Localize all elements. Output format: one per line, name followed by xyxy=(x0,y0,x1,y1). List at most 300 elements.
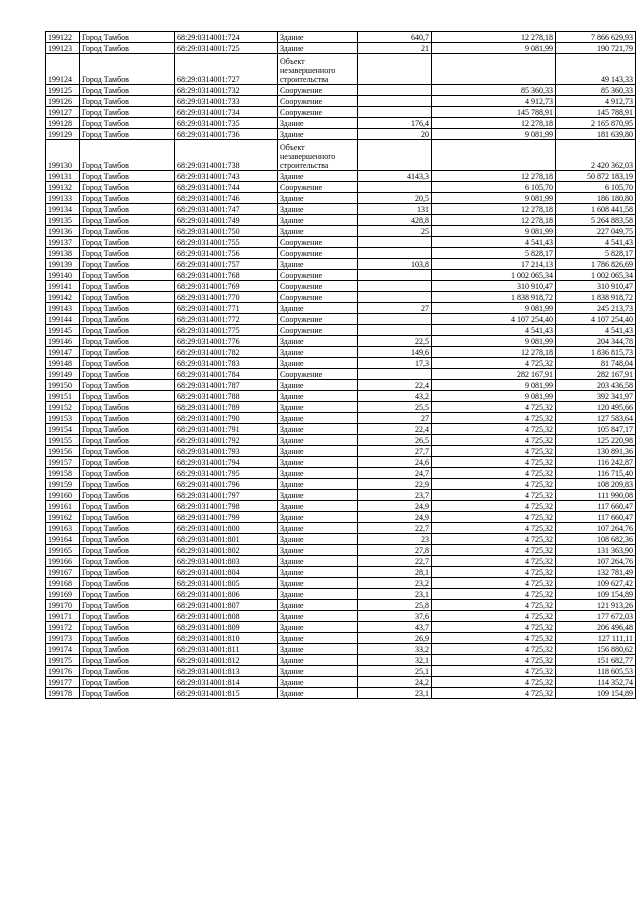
cadastral-value-cell: 127 583,64 xyxy=(556,413,636,424)
cadastral-value-cell: 392 341,97 xyxy=(556,391,636,402)
city-cell: Город Тамбов xyxy=(80,556,175,567)
cadastral-value-cell: 206 496,48 xyxy=(556,622,636,633)
area-cell: 23,1 xyxy=(358,589,432,600)
table-row xyxy=(46,380,636,391)
area-cell xyxy=(358,248,432,259)
table-row xyxy=(46,677,636,688)
area-cell xyxy=(358,270,432,281)
object-type-cell: Сооружение xyxy=(278,96,358,107)
city-cell: Город Тамбов xyxy=(80,314,175,325)
specific-value-cell: 4 725,32 xyxy=(432,567,556,578)
area-cell: 27,8 xyxy=(358,545,432,556)
object-type-cell: Здание xyxy=(278,193,358,204)
cadastral-number-cell: 68:29:0314001:776 xyxy=(175,336,278,347)
specific-value-cell: 4 725,32 xyxy=(432,655,556,666)
specific-value-cell: 4 725,32 xyxy=(432,578,556,589)
specific-value-cell: 5 828,17 xyxy=(432,248,556,259)
area-cell xyxy=(358,107,432,118)
city-cell: Город Тамбов xyxy=(80,523,175,534)
specific-value-cell: 4 725,32 xyxy=(432,358,556,369)
specific-value-cell: 12 278,18 xyxy=(432,347,556,358)
cadastral-value-cell: 120 495,66 xyxy=(556,402,636,413)
cadastral-number-cell: 68:29:0314001:815 xyxy=(175,688,278,699)
object-type-cell: Здание xyxy=(278,358,358,369)
row-number-cell: 199177 xyxy=(46,677,80,688)
object-type-cell: Здание xyxy=(278,523,358,534)
area-cell xyxy=(358,292,432,303)
cadastral-value-cell: 81 748,04 xyxy=(556,358,636,369)
cadastral-value-cell: 125 220,98 xyxy=(556,435,636,446)
object-type-cell: Здание xyxy=(278,402,358,413)
city-cell: Город Тамбов xyxy=(80,248,175,259)
city-cell: Город Тамбов xyxy=(80,413,175,424)
city-cell: Город Тамбов xyxy=(80,118,175,129)
object-type-cell: Здание xyxy=(278,435,358,446)
object-type-cell: Сооружение xyxy=(278,248,358,259)
area-cell: 640,7 xyxy=(358,32,432,43)
cadastral-number-cell: 68:29:0314001:732 xyxy=(175,85,278,96)
city-cell: Город Тамбов xyxy=(80,140,175,171)
cadastral-value-cell: 117 660,47 xyxy=(556,501,636,512)
table-row xyxy=(46,633,636,644)
cadastral-number-cell: 68:29:0314001:802 xyxy=(175,545,278,556)
city-cell: Город Тамбов xyxy=(80,129,175,140)
object-type-cell: Здание xyxy=(278,655,358,666)
area-cell xyxy=(358,54,432,85)
city-cell: Город Тамбов xyxy=(80,369,175,380)
table-row xyxy=(46,336,636,347)
area-cell: 28,1 xyxy=(358,567,432,578)
city-cell: Город Тамбов xyxy=(80,567,175,578)
cadastral-value-cell: 5 264 883,58 xyxy=(556,215,636,226)
city-cell: Город Тамбов xyxy=(80,43,175,54)
city-cell: Город Тамбов xyxy=(80,424,175,435)
specific-value-cell: 4 725,32 xyxy=(432,688,556,699)
city-cell: Город Тамбов xyxy=(80,391,175,402)
cadastral-number-cell: 68:29:0314001:771 xyxy=(175,303,278,314)
cadastral-value-cell: 151 682,77 xyxy=(556,655,636,666)
city-cell: Город Тамбов xyxy=(80,54,175,85)
cadastral-number-cell: 68:29:0314001:769 xyxy=(175,281,278,292)
area-cell: 4143,3 xyxy=(358,171,432,182)
table-row xyxy=(46,107,636,118)
object-type-cell: Здание xyxy=(278,479,358,490)
table-row xyxy=(46,193,636,204)
area-cell xyxy=(358,314,432,325)
area-cell: 17,3 xyxy=(358,358,432,369)
specific-value-cell: 4 725,32 xyxy=(432,611,556,622)
row-number-cell: 199160 xyxy=(46,490,80,501)
object-type-cell: Здание xyxy=(278,226,358,237)
object-type-cell: Сооружение xyxy=(278,182,358,193)
table-row xyxy=(46,347,636,358)
cadastral-number-cell: 68:29:0314001:791 xyxy=(175,424,278,435)
object-type-cell: Здание xyxy=(278,501,358,512)
cadastral-number-cell: 68:29:0314001:792 xyxy=(175,435,278,446)
table-row xyxy=(46,358,636,369)
object-type-cell: Здание xyxy=(278,413,358,424)
specific-value-cell xyxy=(432,140,556,171)
object-type-cell: Здание xyxy=(278,512,358,523)
object-type-cell: Сооружение xyxy=(278,292,358,303)
table-row xyxy=(46,237,636,248)
city-cell: Город Тамбов xyxy=(80,215,175,226)
cadastral-value-cell: 108 209,83 xyxy=(556,479,636,490)
specific-value-cell: 310 910,47 xyxy=(432,281,556,292)
cadastral-number-cell: 68:29:0314001:809 xyxy=(175,622,278,633)
cadastral-number-cell: 68:29:0314001:807 xyxy=(175,600,278,611)
cadastral-number-cell: 68:29:0314001:811 xyxy=(175,644,278,655)
area-cell: 43,2 xyxy=(358,391,432,402)
row-number-cell: 199129 xyxy=(46,129,80,140)
city-cell: Город Тамбов xyxy=(80,589,175,600)
table-row xyxy=(46,215,636,226)
cadastral-number-cell: 68:29:0314001:799 xyxy=(175,512,278,523)
object-type-cell: Объект незавершенного строительства xyxy=(278,140,358,171)
cadastral-value-cell: 114 352,74 xyxy=(556,677,636,688)
area-cell xyxy=(358,325,432,336)
specific-value-cell: 4 725,32 xyxy=(432,600,556,611)
cadastral-number-cell: 68:29:0314001:783 xyxy=(175,358,278,369)
city-cell: Город Тамбов xyxy=(80,204,175,215)
table-row xyxy=(46,600,636,611)
table-row xyxy=(46,171,636,182)
row-number-cell: 199131 xyxy=(46,171,80,182)
cadastral-value-cell: 7 866 629,93 xyxy=(556,32,636,43)
object-type-cell: Сооружение xyxy=(278,281,358,292)
table-row xyxy=(46,534,636,545)
specific-value-cell: 9 081,99 xyxy=(432,336,556,347)
row-number-cell: 199145 xyxy=(46,325,80,336)
area-cell: 25 xyxy=(358,226,432,237)
city-cell: Город Тамбов xyxy=(80,600,175,611)
city-cell: Город Тамбов xyxy=(80,655,175,666)
specific-value-cell: 145 788,91 xyxy=(432,107,556,118)
cadastral-value-cell: 245 213,73 xyxy=(556,303,636,314)
object-type-cell: Сооружение xyxy=(278,270,358,281)
row-number-cell: 199173 xyxy=(46,633,80,644)
cadastral-value-cell: 132 781,49 xyxy=(556,567,636,578)
area-cell: 22,7 xyxy=(358,523,432,534)
area-cell: 22,4 xyxy=(358,380,432,391)
table-row xyxy=(46,54,636,85)
cadastral-value-cell: 204 344,78 xyxy=(556,336,636,347)
object-type-cell: Здание xyxy=(278,545,358,556)
city-cell: Город Тамбов xyxy=(80,193,175,204)
specific-value-cell: 12 278,18 xyxy=(432,215,556,226)
cadastral-number-cell: 68:29:0314001:772 xyxy=(175,314,278,325)
row-number-cell: 199174 xyxy=(46,644,80,655)
city-cell: Город Тамбов xyxy=(80,325,175,336)
table-row xyxy=(46,666,636,677)
city-cell: Город Тамбов xyxy=(80,402,175,413)
object-type-cell: Здание xyxy=(278,259,358,270)
row-number-cell: 199169 xyxy=(46,589,80,600)
specific-value-cell: 4 725,32 xyxy=(432,479,556,490)
object-type-cell: Сооружение xyxy=(278,314,358,325)
specific-value-cell: 4 725,32 xyxy=(432,545,556,556)
row-number-cell: 199126 xyxy=(46,96,80,107)
specific-value-cell: 4 725,32 xyxy=(432,402,556,413)
cadastral-number-cell: 68:29:0314001:725 xyxy=(175,43,278,54)
cadastral-number-cell: 68:29:0314001:812 xyxy=(175,655,278,666)
cadastral-number-cell: 68:29:0314001:768 xyxy=(175,270,278,281)
table-row xyxy=(46,402,636,413)
row-number-cell: 199168 xyxy=(46,578,80,589)
city-cell: Город Тамбов xyxy=(80,512,175,523)
specific-value-cell: 9 081,99 xyxy=(432,226,556,237)
city-cell: Город Тамбов xyxy=(80,171,175,182)
area-cell: 23 xyxy=(358,534,432,545)
specific-value-cell: 4 725,32 xyxy=(432,457,556,468)
table-row xyxy=(46,622,636,633)
cadastral-value-cell: 310 910,47 xyxy=(556,281,636,292)
row-number-cell: 199146 xyxy=(46,336,80,347)
specific-value-cell: 12 278,18 xyxy=(432,204,556,215)
row-number-cell: 199170 xyxy=(46,600,80,611)
object-type-cell: Здание xyxy=(278,688,358,699)
city-cell: Город Тамбов xyxy=(80,457,175,468)
row-number-cell: 199141 xyxy=(46,281,80,292)
area-cell: 26,5 xyxy=(358,435,432,446)
row-number-cell: 199178 xyxy=(46,688,80,699)
row-number-cell: 199134 xyxy=(46,204,80,215)
cadastral-value-cell: 107 264,76 xyxy=(556,556,636,567)
cadastral-number-cell: 68:29:0314001:804 xyxy=(175,567,278,578)
cadastral-number-cell: 68:29:0314001:803 xyxy=(175,556,278,567)
specific-value-cell: 4 725,32 xyxy=(432,556,556,567)
specific-value-cell: 4 725,32 xyxy=(432,446,556,457)
row-number-cell: 199147 xyxy=(46,347,80,358)
row-number-cell: 199157 xyxy=(46,457,80,468)
specific-value-cell: 4 725,32 xyxy=(432,633,556,644)
cadastral-number-cell: 68:29:0314001:813 xyxy=(175,666,278,677)
table-row xyxy=(46,501,636,512)
city-cell: Город Тамбов xyxy=(80,666,175,677)
cadastral-value-cell: 6 105,70 xyxy=(556,182,636,193)
cadastral-number-cell: 68:29:0314001:746 xyxy=(175,193,278,204)
city-cell: Город Тамбов xyxy=(80,446,175,457)
row-number-cell: 199167 xyxy=(46,567,80,578)
city-cell: Город Тамбов xyxy=(80,611,175,622)
cadastral-number-cell: 68:29:0314001:747 xyxy=(175,204,278,215)
cadastral-number-cell: 68:29:0314001:784 xyxy=(175,369,278,380)
table-row xyxy=(46,611,636,622)
row-number-cell: 199130 xyxy=(46,140,80,171)
specific-value-cell: 12 278,18 xyxy=(432,171,556,182)
cadastral-number-cell: 68:29:0314001:796 xyxy=(175,479,278,490)
cadastral-value-cell: 5 828,17 xyxy=(556,248,636,259)
city-cell: Город Тамбов xyxy=(80,107,175,118)
table-row xyxy=(46,457,636,468)
city-cell: Город Тамбов xyxy=(80,226,175,237)
area-cell: 22,9 xyxy=(358,479,432,490)
area-cell: 103,8 xyxy=(358,259,432,270)
specific-value-cell: 9 081,99 xyxy=(432,303,556,314)
table-row xyxy=(46,567,636,578)
table-row xyxy=(46,490,636,501)
table-row xyxy=(46,140,636,171)
cadastral-value-cell: 4 107 254,40 xyxy=(556,314,636,325)
row-number-cell: 199128 xyxy=(46,118,80,129)
object-type-cell: Здание xyxy=(278,578,358,589)
row-number-cell: 199143 xyxy=(46,303,80,314)
cadastral-number-cell: 68:29:0314001:789 xyxy=(175,402,278,413)
city-cell: Город Тамбов xyxy=(80,501,175,512)
city-cell: Город Тамбов xyxy=(80,578,175,589)
object-type-cell: Здание xyxy=(278,677,358,688)
area-cell: 428,8 xyxy=(358,215,432,226)
cadastral-value-cell: 105 847,17 xyxy=(556,424,636,435)
row-number-cell: 199122 xyxy=(46,32,80,43)
area-cell: 27 xyxy=(358,413,432,424)
table-row xyxy=(46,578,636,589)
cadastral-number-cell: 68:29:0314001:801 xyxy=(175,534,278,545)
row-number-cell: 199151 xyxy=(46,391,80,402)
cadastral-number-cell: 68:29:0314001:790 xyxy=(175,413,278,424)
object-type-cell: Здание xyxy=(278,468,358,479)
specific-value-cell: 9 081,99 xyxy=(432,129,556,140)
cadastral-number-cell: 68:29:0314001:743 xyxy=(175,171,278,182)
cadastral-number-cell: 68:29:0314001:755 xyxy=(175,237,278,248)
city-cell: Город Тамбов xyxy=(80,545,175,556)
area-cell: 24,9 xyxy=(358,501,432,512)
table-row xyxy=(46,688,636,699)
cadastral-number-cell: 68:29:0314001:806 xyxy=(175,589,278,600)
table-row xyxy=(46,391,636,402)
object-type-cell: Здание xyxy=(278,303,358,314)
table-row xyxy=(46,303,636,314)
row-number-cell: 199137 xyxy=(46,237,80,248)
cadastral-number-cell: 68:29:0314001:750 xyxy=(175,226,278,237)
object-type-cell: Здание xyxy=(278,380,358,391)
city-cell: Город Тамбов xyxy=(80,479,175,490)
specific-value-cell: 9 081,99 xyxy=(432,391,556,402)
row-number-cell: 199149 xyxy=(46,369,80,380)
table-row xyxy=(46,281,636,292)
area-cell: 20,5 xyxy=(358,193,432,204)
specific-value-cell xyxy=(432,54,556,85)
table-row xyxy=(46,479,636,490)
cadastral-number-cell: 68:29:0314001:733 xyxy=(175,96,278,107)
object-type-cell: Здание xyxy=(278,43,358,54)
object-type-cell: Здание xyxy=(278,666,358,677)
object-type-cell: Здание xyxy=(278,457,358,468)
area-cell: 22,7 xyxy=(358,556,432,567)
area-cell: 26,9 xyxy=(358,633,432,644)
specific-value-cell: 4 725,32 xyxy=(432,644,556,655)
cadastral-number-cell: 68:29:0314001:805 xyxy=(175,578,278,589)
table-row xyxy=(46,270,636,281)
specific-value-cell: 4 725,32 xyxy=(432,677,556,688)
cadastral-number-cell: 68:29:0314001:808 xyxy=(175,611,278,622)
row-number-cell: 199132 xyxy=(46,182,80,193)
city-cell: Город Тамбов xyxy=(80,468,175,479)
specific-value-cell: 4 725,32 xyxy=(432,622,556,633)
cadastral-number-cell: 68:29:0314001:749 xyxy=(175,215,278,226)
cadastral-value-cell: 109 154,89 xyxy=(556,688,636,699)
area-cell xyxy=(358,281,432,292)
table-row xyxy=(46,523,636,534)
cadastral-value-cell: 109 154,89 xyxy=(556,589,636,600)
area-cell: 25,5 xyxy=(358,402,432,413)
object-type-cell: Сооружение xyxy=(278,237,358,248)
table-row xyxy=(46,182,636,193)
area-cell: 23,7 xyxy=(358,490,432,501)
object-type-cell: Здание xyxy=(278,215,358,226)
cadastral-value-cell: 130 891,36 xyxy=(556,446,636,457)
cadastral-number-cell: 68:29:0314001:735 xyxy=(175,118,278,129)
specific-value-cell: 12 278,18 xyxy=(432,118,556,129)
area-cell: 23,1 xyxy=(358,688,432,699)
city-cell: Город Тамбов xyxy=(80,270,175,281)
object-type-cell: Здание xyxy=(278,611,358,622)
cadastral-number-cell: 68:29:0314001:757 xyxy=(175,259,278,270)
cadastral-value-cell: 4 912,73 xyxy=(556,96,636,107)
row-number-cell: 199123 xyxy=(46,43,80,54)
object-type-cell: Объект незавершенного строительства xyxy=(278,54,358,85)
row-number-cell: 199148 xyxy=(46,358,80,369)
cadastral-number-cell: 68:29:0314001:793 xyxy=(175,446,278,457)
cadastral-number-cell: 68:29:0314001:736 xyxy=(175,129,278,140)
cadastral-value-cell: 227 049,75 xyxy=(556,226,636,237)
row-number-cell: 199165 xyxy=(46,545,80,556)
specific-value-cell: 1 838 918,72 xyxy=(432,292,556,303)
cadastral-number-cell: 68:29:0314001:775 xyxy=(175,325,278,336)
cadastral-value-cell: 186 180,80 xyxy=(556,193,636,204)
city-cell: Город Тамбов xyxy=(80,622,175,633)
city-cell: Город Тамбов xyxy=(80,182,175,193)
cadastral-number-cell: 68:29:0314001:782 xyxy=(175,347,278,358)
specific-value-cell: 12 278,18 xyxy=(432,32,556,43)
table-row xyxy=(46,204,636,215)
object-type-cell: Здание xyxy=(278,622,358,633)
table-row xyxy=(46,424,636,435)
cadastral-value-cell: 50 872 183,19 xyxy=(556,171,636,182)
cadastral-value-cell: 190 721,79 xyxy=(556,43,636,54)
row-number-cell: 199166 xyxy=(46,556,80,567)
object-type-cell: Здание xyxy=(278,446,358,457)
row-number-cell: 199153 xyxy=(46,413,80,424)
object-type-cell: Здание xyxy=(278,424,358,435)
area-cell: 22,5 xyxy=(358,336,432,347)
city-cell: Город Тамбов xyxy=(80,259,175,270)
city-cell: Город Тамбов xyxy=(80,688,175,699)
city-cell: Город Тамбов xyxy=(80,358,175,369)
cadastral-value-cell: 4 541,43 xyxy=(556,237,636,248)
cadastral-value-cell: 121 913,26 xyxy=(556,600,636,611)
cadastral-value-cell: 118 605,53 xyxy=(556,666,636,677)
specific-value-cell: 282 167,91 xyxy=(432,369,556,380)
table-row xyxy=(46,512,636,523)
area-cell: 25,1 xyxy=(358,666,432,677)
city-cell: Город Тамбов xyxy=(80,490,175,501)
city-cell: Город Тамбов xyxy=(80,292,175,303)
city-cell: Город Тамбов xyxy=(80,96,175,107)
row-number-cell: 199138 xyxy=(46,248,80,259)
cadastral-value-cell: 203 436,58 xyxy=(556,380,636,391)
area-cell: 32,1 xyxy=(358,655,432,666)
cadastral-value-cell: 2 165 870,95 xyxy=(556,118,636,129)
specific-value-cell: 17 214,13 xyxy=(432,259,556,270)
row-number-cell: 199155 xyxy=(46,435,80,446)
cadastral-number-cell: 68:29:0314001:727 xyxy=(175,54,278,85)
cadastral-number-cell: 68:29:0314001:788 xyxy=(175,391,278,402)
object-type-cell: Здание xyxy=(278,118,358,129)
area-cell xyxy=(358,140,432,171)
area-cell: 24,9 xyxy=(358,512,432,523)
cadastral-value-cell: 1 836 815,73 xyxy=(556,347,636,358)
